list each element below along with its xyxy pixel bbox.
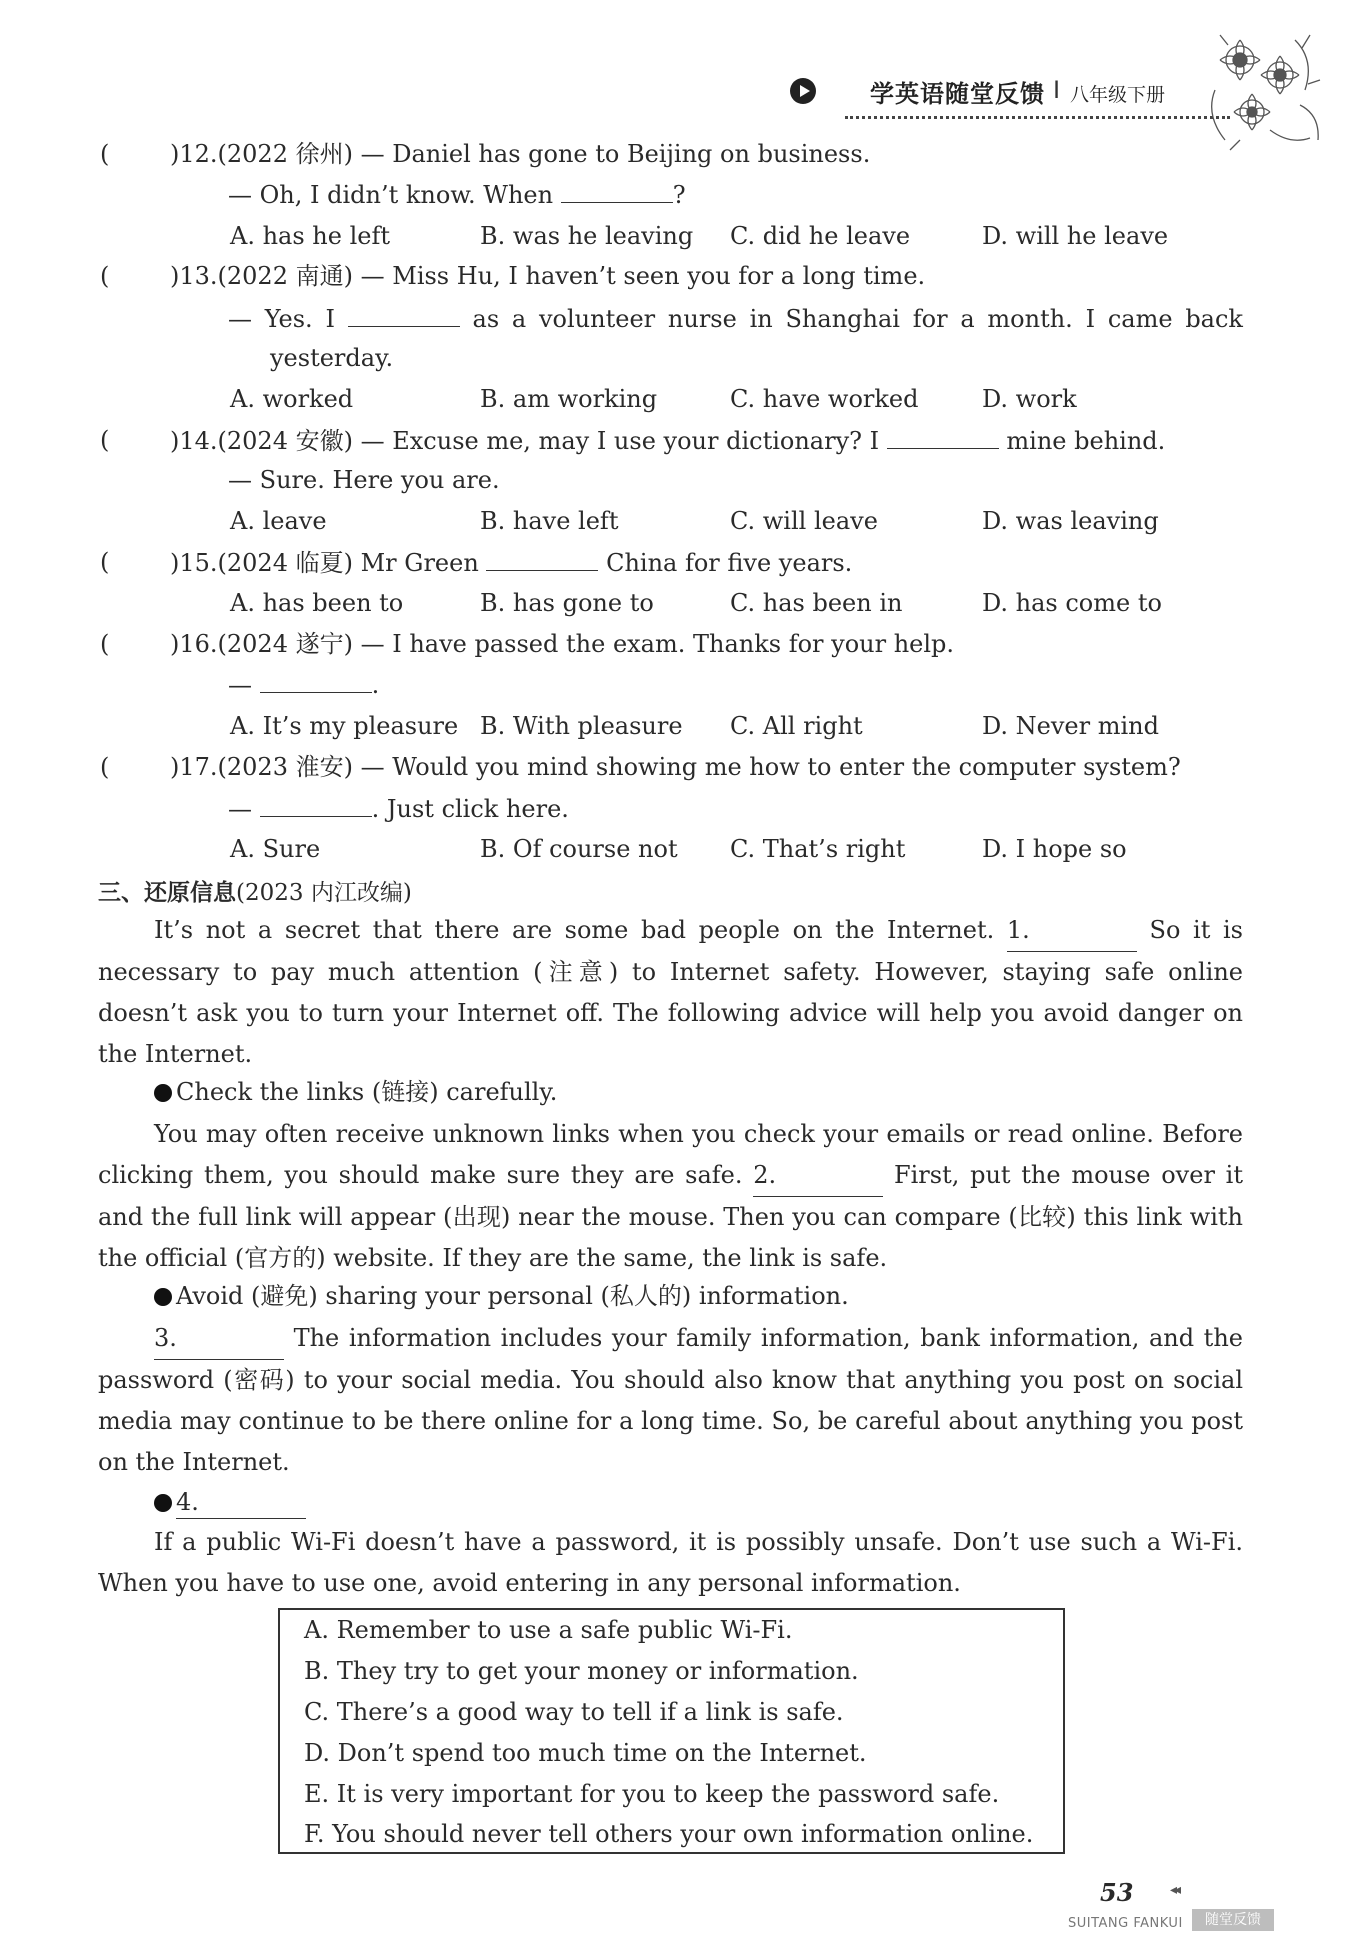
answer-paren: ( [100, 140, 110, 168]
answer-blank[interactable] [348, 302, 460, 327]
passage-heading-1 [154, 1076, 557, 1108]
passage-text: You may often receive unknown links when you check your emails or read online. Before clicking them, you should make sure they are safe. [98, 1120, 1243, 1189]
box-option-d: D. Don’t spend too much time on the Internet. [304, 1739, 867, 1767]
question-number: )17. [170, 753, 218, 781]
passage-paragraph-1 [98, 910, 1243, 1075]
page-header [790, 72, 1230, 122]
question-source: (2023 淮安) [217, 753, 353, 781]
question-source: (2024 安徽) [217, 427, 353, 455]
option-a: A. has been to [230, 589, 404, 617]
option-a: A. worked [230, 385, 354, 413]
bullet-icon [154, 1494, 172, 1512]
section-title [98, 874, 412, 907]
blank-3[interactable] [154, 1318, 284, 1360]
box-option-f: F. You should never tell others your own information online. [304, 1820, 1034, 1848]
question-text: — Oh, I didn’t know. When [228, 181, 554, 209]
option-a: A. has he left [230, 222, 390, 250]
option-d: D. has come to [982, 589, 1162, 617]
question-text: . Just click here. [371, 795, 569, 823]
bullet-icon [154, 1288, 172, 1306]
question-12-response [228, 178, 686, 211]
answer-paren: ( [100, 426, 110, 454]
blank-number: 3. [154, 1324, 177, 1352]
passage-paragraph-2 [98, 1114, 1243, 1279]
option-b: B. Of course not [480, 835, 678, 863]
blank-number: 1. [1006, 916, 1030, 944]
passage-heading-4 [154, 1486, 306, 1519]
question-17-stem [170, 751, 1181, 783]
question-13-response [228, 302, 1243, 335]
question-14-stem [170, 424, 1165, 457]
heading-text: Check the links (链接) carefully. [176, 1078, 558, 1106]
question-12-stem [170, 138, 870, 170]
header-dotted-divider [845, 116, 1230, 119]
box-option-b: B. They try to get your money or information. [304, 1657, 859, 1685]
option-d: D. will he leave [982, 222, 1169, 250]
book-title: 学英语随堂反馈 [870, 80, 1045, 108]
passage-text: First, put the mouse over it and the full link will appear (出现) near the mouse. Then you can compare (比较) this link with the official (官方的) website. If they are the same, the link is safe. [98, 1161, 1243, 1272]
question-source: (2022 南通) [217, 262, 353, 290]
question-text: Mr Green [360, 549, 479, 577]
page-number: 53 [1100, 1878, 1134, 1907]
question-text: — Yes. I [228, 305, 335, 333]
passage-paragraph-4 [98, 1522, 1243, 1604]
bullet-icon [154, 1084, 172, 1102]
question-text: . [371, 671, 380, 699]
option-b: B. have left [480, 507, 619, 535]
answer-paren: ( [100, 630, 110, 658]
option-c: C. will leave [730, 507, 878, 535]
question-17-response [228, 792, 569, 825]
passage-heading-2 [154, 1280, 849, 1312]
option-d: D. Never mind [982, 712, 1159, 740]
answer-blank[interactable] [260, 792, 372, 817]
blank-number: 4. [176, 1488, 199, 1516]
footer-tag: 随堂反馈 [1192, 1909, 1274, 1931]
answer-blank[interactable] [260, 668, 372, 693]
option-d: D. work [982, 385, 1077, 413]
section-heading: 三、还原信息 [98, 880, 236, 906]
question-13-stem [170, 260, 925, 292]
answer-paren: ( [100, 548, 110, 576]
option-c: C. have worked [730, 385, 919, 413]
question-15-stem [170, 546, 852, 579]
option-a: A. It’s my pleasure [230, 712, 459, 740]
passage-text: So it is necessary to pay much attention (注意) to Internet safety. However, staying safe online doesn’t ask you to turn your Internet off. The following advice will help you avoid danger on the Internet. [98, 916, 1243, 1068]
question-14-response: — Sure. Here you are. [228, 466, 500, 494]
arrow-icon: ◂◂ [1170, 1882, 1179, 1898]
question-source: (2024 遂宁) [217, 630, 353, 658]
question-source: (2022 徐州) [217, 140, 353, 168]
answer-blank[interactable] [486, 546, 598, 571]
question-text: — Daniel has gone to Beijing on business. [360, 140, 871, 168]
option-c: C. That’s right [730, 835, 906, 863]
question-text: — I have passed the exam. Thanks for your help. [360, 630, 955, 658]
option-a: A. Sure [230, 835, 321, 863]
answer-paren: ( [100, 262, 110, 290]
option-b: B. has gone to [480, 589, 654, 617]
box-option-e: E. It is very important for you to keep the password safe. [304, 1780, 1000, 1808]
passage-paragraph-3 [98, 1318, 1243, 1483]
question-text: — Would you mind showing me how to enter the computer system? [360, 753, 1181, 781]
option-c: C. did he leave [730, 222, 911, 250]
question-number: )13. [170, 262, 218, 290]
question-16-stem [170, 628, 954, 660]
question-text: China for five years. [606, 549, 853, 577]
question-13-continuation: yesterday. [270, 344, 394, 372]
option-b: B. am working [480, 385, 658, 413]
passage-text: If a public Wi-Fi doesn’t have a password, it is possibly unsafe. Don’t use such a Wi-Fi. When you have to use one, avoid entering in any personal information. [98, 1528, 1243, 1597]
option-d: D. I hope so [982, 835, 1127, 863]
question-16-response [228, 668, 379, 701]
options-box [278, 1608, 1065, 1854]
blank-4[interactable] [176, 1486, 306, 1519]
box-option-c: C. There’s a good way to tell if a link is safe. [304, 1698, 844, 1726]
question-number: )12. [170, 140, 218, 168]
passage-text: The information includes your family information, bank information, and the password (密码) to your social media. You should also know that anything you post on social media may continue to be there online for a long time. So, be careful about anything you post on the Internet. [98, 1324, 1243, 1476]
option-b: B. was he leaving [480, 222, 694, 250]
option-d: D. was leaving [982, 507, 1159, 535]
question-number: )14. [170, 427, 218, 455]
option-c: C. has been in [730, 589, 903, 617]
question-text: — [228, 671, 252, 699]
option-a: A. leave [230, 507, 327, 535]
grade-label: 八年级下册 [1070, 84, 1166, 106]
question-text: — [228, 795, 252, 823]
question-text: mine behind. [1006, 427, 1166, 455]
heading-text: Avoid (避免) sharing your personal (私人的) information. [176, 1282, 849, 1310]
answer-paren: ( [100, 753, 110, 781]
question-text: ? [672, 181, 686, 209]
blank-number: 2. [753, 1161, 777, 1189]
title-separator: I [1053, 76, 1061, 104]
blank-1[interactable] [1007, 910, 1137, 952]
play-icon [790, 78, 816, 104]
question-text: — Miss Hu, I haven’t seen you for a long time. [360, 262, 926, 290]
question-text: — Excuse me, may I use your dictionary? I [360, 427, 880, 455]
blank-2[interactable] [753, 1155, 883, 1197]
answer-blank[interactable] [887, 424, 999, 449]
passage-text: It’s not a secret that there are some bad people on the Internet. [154, 916, 995, 944]
option-b: B. With pleasure [480, 712, 683, 740]
box-option-a: A. Remember to use a safe public Wi-Fi. [304, 1616, 793, 1644]
option-c: C. All right [730, 712, 863, 740]
question-source: (2024 临夏) [217, 549, 353, 577]
question-number: )16. [170, 630, 218, 658]
footer-pinyin: SUITANG FANKUI [1068, 1916, 1183, 1931]
flower-decoration-icon [1200, 20, 1330, 160]
question-number: )15. [170, 549, 218, 577]
section-source: (2023 内江改编) [236, 880, 412, 906]
question-text: as a volunteer nurse in Shanghai for a month. I came back [472, 305, 1243, 333]
answer-blank[interactable] [561, 178, 673, 203]
